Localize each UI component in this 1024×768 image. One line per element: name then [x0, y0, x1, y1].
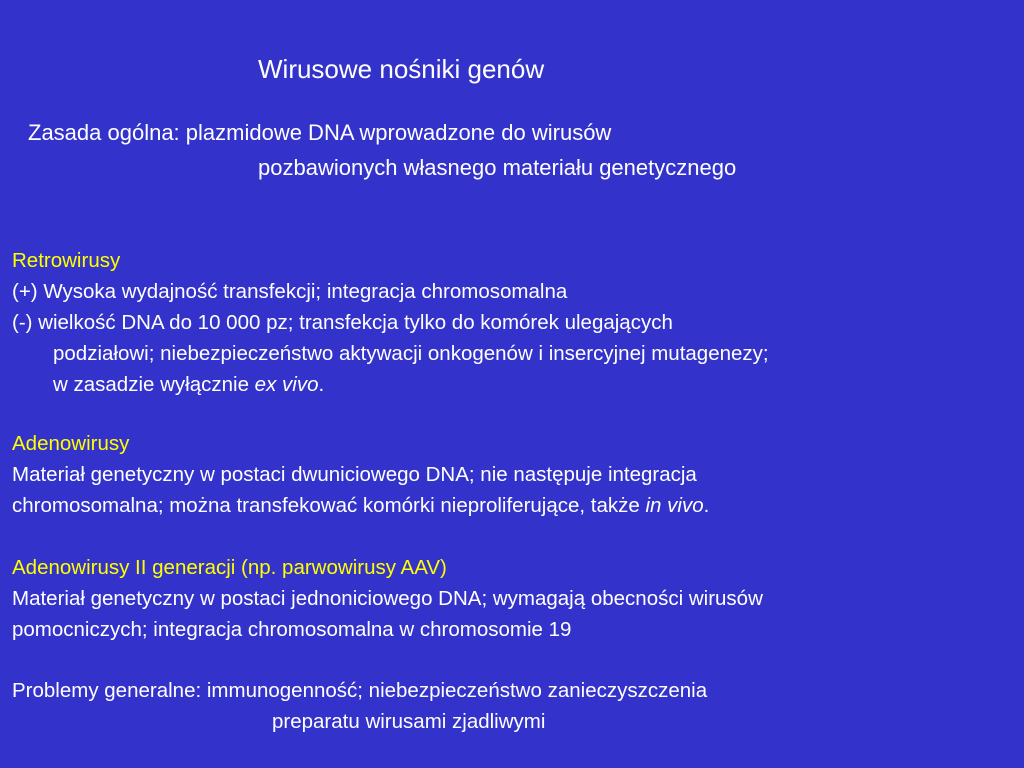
adeno-line-2: chromosomalna; można transfekować komórki nieproliferujące, także in vivo.	[12, 494, 710, 517]
adeno-heading: Adenowirusy	[12, 432, 130, 455]
retro-minus-1: (-) wielkość DNA do 10 000 pz; transfekcja tylko do komórek ulegających	[12, 311, 673, 334]
principle-line-1: Zasada ogólna: plazmidowe DNA wprowadzone do wirusów	[28, 120, 612, 145]
problems-line-1: Problemy generalne: immunogenność; niebezpieczeństwo zanieczyszczenia	[12, 679, 708, 702]
retro-minus-2: podziałowi; niebezpieczeństwo aktywacji onkogenów i insercyjnej mutagenezy;	[53, 342, 769, 365]
adeno2-line-2: pomocniczych; integracja chromosomalna w chromosomie 19	[12, 618, 572, 641]
principle-line-2: pozbawionych własnego materiału genetycznego	[258, 155, 737, 180]
retro-minus-3: w zasadzie wyłącznie ex vivo.	[53, 373, 325, 396]
retro-plus: (+) Wysoka wydajność transfekcji; integracja chromosomalna	[12, 280, 568, 303]
adeno2-line-1: Materiał genetyczny w postaci jednoniciowego DNA; wymagają obecności wirusów	[12, 587, 763, 610]
adeno-line-1: Materiał genetyczny w postaci dwuniciowego DNA; nie następuje integracja	[12, 463, 697, 486]
problems-line-2: preparatu wirusami zjadliwymi	[272, 710, 546, 733]
slide-title: Wirusowe nośniki genów	[258, 54, 545, 84]
retro-heading: Retrowirusy	[12, 249, 121, 272]
adeno2-heading: Adenowirusy II generacji (np. parwowirusy AAV)	[12, 556, 447, 579]
